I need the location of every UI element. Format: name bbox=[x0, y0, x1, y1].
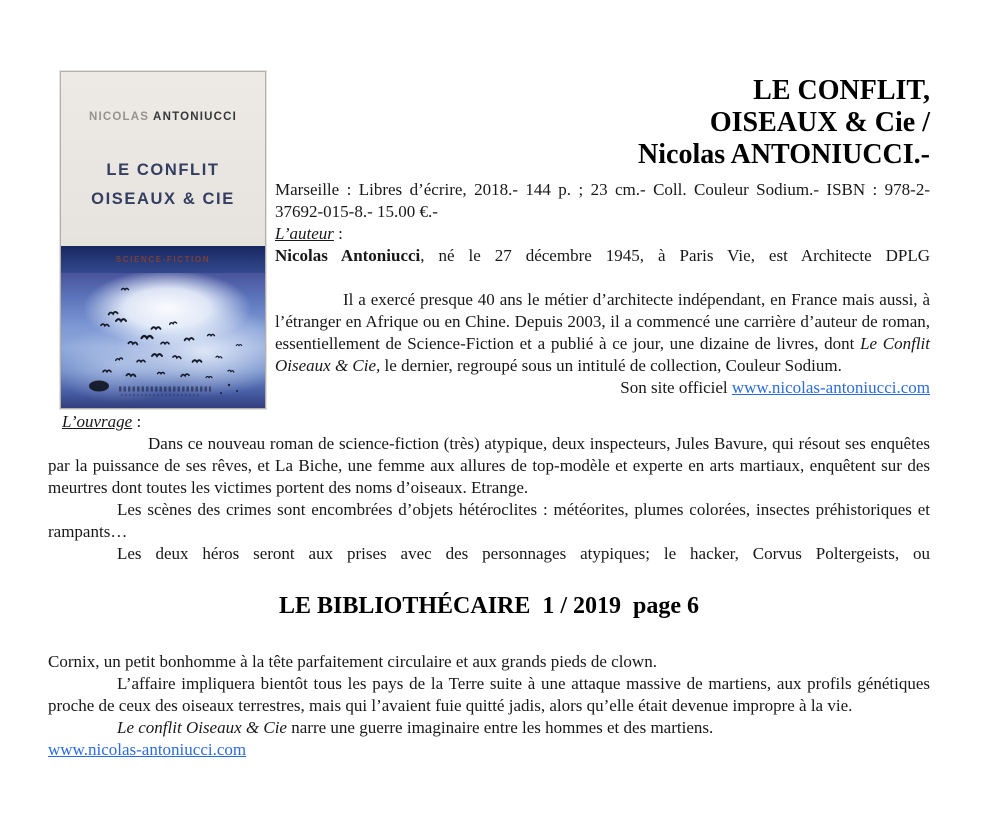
book-cover-author bbox=[61, 72, 265, 128]
author-name-bold: Nicolas Antoniucci bbox=[275, 246, 421, 265]
book-cover-image bbox=[60, 71, 266, 409]
author-website-link[interactable]: www.nicolas-antoniucci.com bbox=[48, 740, 247, 759]
continuation-paragraph-1: Cornix, un petit bonhomme à la tête parfaitement circulaire et aux grands pieds de clown. bbox=[48, 652, 657, 671]
book-cover-title bbox=[61, 156, 265, 214]
book-cover-top bbox=[61, 72, 265, 246]
book-title-line2: OISEAUX & Cie / bbox=[709, 107, 930, 138]
work-paragraph-3: Les deux héros seront aux prises avec des personnages atypiques; le hacker, Corvus Poltergeists, ou bbox=[117, 544, 930, 563]
author-label-colon: : bbox=[333, 224, 343, 243]
book-cover-genre-band bbox=[61, 246, 265, 273]
book-cover-title-line2: OISEAUX & CIE bbox=[91, 190, 235, 208]
official-site-link[interactable]: www.nicolas-antoniucci.com bbox=[731, 378, 930, 397]
author-bio-part1: Il a exercé presque 40 ans le métier d’architecte indépendant, en France mais aussi, à l’étranger en Afrique ou en Chine. Depuis 2003, il a commencé une carrière d’auteur de roman, essentiellement de Science-Fiction et a publié à ce jour, une dizaine de livres, dont bbox=[275, 290, 930, 353]
book-cover-author-first: NICOLAS bbox=[88, 111, 150, 123]
author-bio-book-title: Le Conflit Oiseaux & Cie, bbox=[275, 334, 931, 375]
birds-illustration bbox=[61, 273, 265, 408]
book-cover-title-line1: LE CONFLIT bbox=[106, 161, 220, 179]
bibliographic-description: Marseille : Libres d’écrire, 2018.- 144 p. ; 23 cm.- Coll. Couleur Sodium.- ISBN : 978-2-37692-015-8.- 15.00 €.- bbox=[275, 180, 930, 221]
book-title-line1: LE CONFLIT, bbox=[753, 75, 930, 106]
journal-page-heading: LE BIBLIOTHÉCAIRE 1 / 2019 page 6 bbox=[278, 593, 700, 619]
book-title-line3: Nicolas ANTONIUCCI.- bbox=[638, 139, 930, 170]
continuation-section bbox=[48, 651, 930, 761]
work-label-text: L’ouvrage bbox=[62, 412, 133, 431]
work-paragraph-1: Dans ce nouveau roman de science-fiction (très) atypique, deux inspecteurs, Jules Bavure, qui résout ses enquêtes par la puissance de ses rêves, et La Biche, une femme aux allures de top-modèle et experte en arts martiaux, enquêtent sur des meurtres dont toutes les victimes portent des noms d’oiseaux. Etrange. bbox=[48, 434, 930, 497]
continuation-book-title: Le conflit Oiseaux & Cie bbox=[117, 718, 287, 737]
official-site-prefix: Son site officiel bbox=[620, 378, 732, 397]
continuation-paragraph-3 bbox=[48, 717, 930, 739]
continuation-p3-rest: narre une guerre imaginaire entre les hommes et des martiens. bbox=[286, 718, 714, 737]
author-bio-part2: le dernier, regroupé sous un intitulé de collection, Couleur Sodium. bbox=[380, 356, 842, 375]
bottom-link-line bbox=[48, 739, 930, 761]
work-paragraph-2: Les scènes des crimes sont encombrées d’objets hétéroclites : météorites, plumes colorées, insectes préhistoriques et rampants… bbox=[48, 500, 930, 541]
birds-sky-illustration bbox=[61, 273, 265, 408]
author-label-text: L’auteur bbox=[275, 224, 334, 243]
continuation-paragraph-2: L’affaire impliquera bientôt tous les pays de la Terre suite à une attaque massive de martiens, aux profils génétiques proche de ceux des oiseaux terrestres, mais qui l’avaient fuie quitté jadis, alors qu’elle était devenue impropre à la vie. bbox=[48, 674, 930, 715]
book-cover-genre-label: SCIENCE-FICTION bbox=[115, 254, 211, 264]
book-cover-author-last: ANTONIUCCI bbox=[149, 111, 238, 123]
work-label-colon: : bbox=[132, 412, 142, 431]
work-section-label bbox=[62, 411, 930, 433]
work-section bbox=[48, 409, 930, 565]
author-name-rest: , né le 27 décembre 1945, à Paris Vie, est Architecte DPLG bbox=[420, 246, 930, 265]
